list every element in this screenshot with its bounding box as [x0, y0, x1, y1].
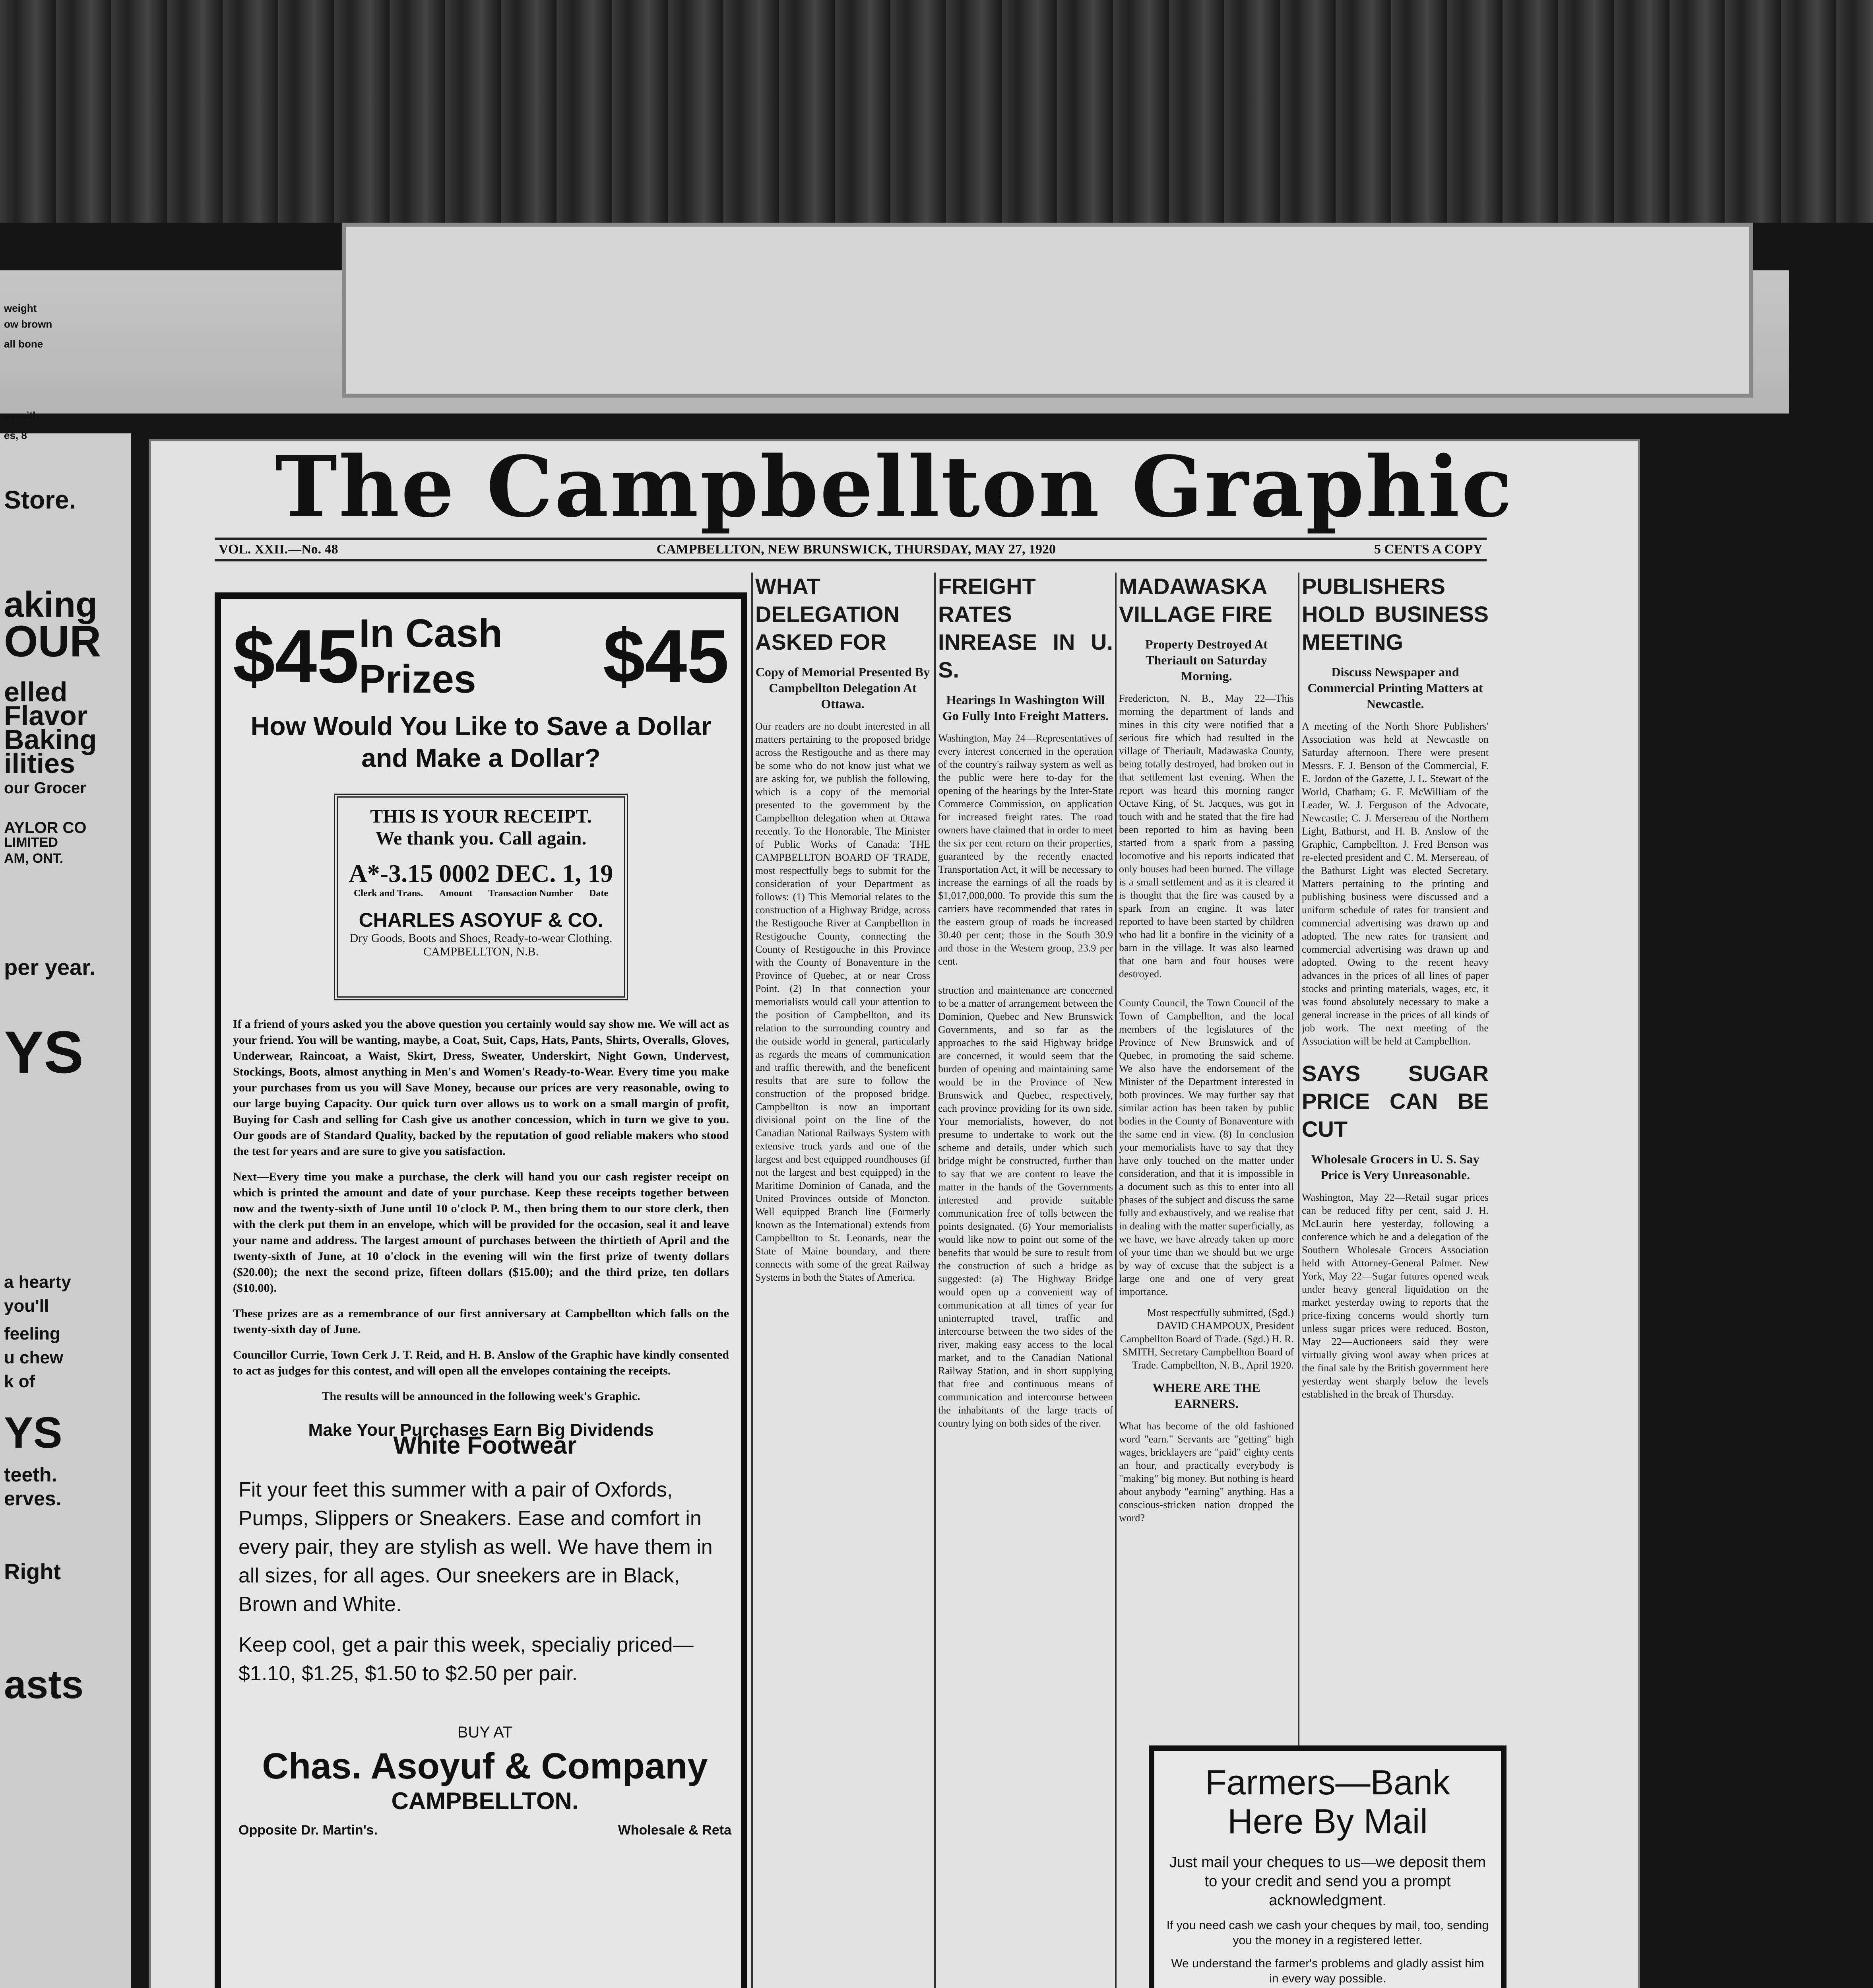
adjacent-page-text: teeth. — [4, 1464, 57, 1486]
adjacent-page-text: OUR — [4, 617, 101, 666]
footwear-wholesale: Wholesale & Reta — [618, 1823, 731, 1838]
bank-paragraph-3: We understand the farmer's problems and gladly assist him in every way possible. — [1171, 1957, 1484, 1985]
dateline — [215, 538, 1487, 561]
article-body: Our readers are no doubt interested in all matters pertaining to the proposed bridge across the Restigouche and as there may be some who do not know just what we are asking for, we publish the following, which is a copy of the memorial presented to the government by the Campbellton delegation when at Ottawa recently. To the Honorable, The Minister of Public Works of Canada: THE CAMPBELLTON BOARD OF TRADE, most respectfully begs to submit for the consideration of your Department as follows: (1) This Memorial relates to the construction of a Highway Bridge, across the Restigouche River at Campbellton in Restigouche County, connecting the County of Restigouche in this Province with the County of Bonaventure in the Province of Quebec, at or near Cross Point. (2) In that connection your memorialists would call your attention to the position of Campbellton, and its relation to the surrounding country and the outside world in general, particularly as regards the means of communication and traffic therewith, and the beneficent results that are sure to follow the construction of the proposed bridge. Campbellton is now an important divisional point on the line of the Canadian National Railways System with extensive truck yards and one of the largest and best equipped roundhouses (if not the largest and best equipped) in the Maritime Dominion of Canada, and the United Provinces outside of Moncton. Well equipped Branch line (Formerly known as the International) extends from Campbellton to St. Leonards, near the State of Maine boundary, and there connects with some of the great Railway Systems in both the States of America. — [755, 720, 930, 1283]
article-publishers-meeting — [1302, 573, 1489, 1738]
earners-body: What has become of the old fashioned word "earn." Servants are "getting" high wages, bricklayers are "paid" eighty cents an hour, and practically everybody is "making" big money. But nothing is heard about anybody "earning" anything. Has a conscious-stricken nation dropped the word? — [1119, 1420, 1294, 1524]
adjacent-page-text: all bone — [4, 338, 43, 350]
column-rule — [1298, 573, 1299, 1745]
footwear-company: Chas. Asoyuf & Company — [262, 1746, 708, 1786]
adjacent-page-text: Right — [4, 1559, 61, 1584]
adjacent-page-text: u chew — [4, 1348, 64, 1367]
adjacent-page-text: ilities — [4, 748, 75, 779]
bank-advertisement — [1149, 1745, 1507, 1988]
prize-body-2: Next—Every time you make a purchase, the clerk will hand you our cash register receipt on which is printed the amount and date of your purchase. Keep these receipts together between now and the twenty-sixth of June until 10 o'clock P. M., then bring them to our store clerk, then with the clerk put them in an envelope, which will be provided for the occasion, seal it and leave your name and address. The largest amount of purchases between the thirtieth of April and the twenty-sixth of June, at 10 o'clock in the evening will win the first prize of twenty dollars ($20.00); the next the second prize, fifteen dollars ($15.00); and the third prize, ten dollars ($10.00). — [233, 1170, 729, 1295]
adjacent-page-text: per year. — [4, 955, 96, 980]
adjacent-page-text: LIMITED — [4, 835, 58, 850]
adjacent-page-text: you'll — [4, 1296, 49, 1316]
footwear-paragraph-2: Keep cool, get a pair this week, specialiy priced—$1.10, $1.25, $1.50 to $2.50 per pair. — [238, 1633, 694, 1685]
volume-number: VOL. XXII.—No. 48 — [219, 542, 338, 557]
receipt-code: A*-3.15 — [349, 859, 433, 887]
background-board-upper — [342, 223, 1753, 398]
article-body: Fredericton, N. B., May 22—This morning the department of lands and mines in this city were notified that a serious fire which had resulted in the village of Theriault, Madawaska County, being totally destroyed, had broken out in that settlement last evening. When the report was heard this morning ranger Octave King, of St. Jacques, was got in touch with and he stated that the fire had been reported to him as having been started from a spark from a passing locomotive and his reports indicated that only houses had been burned. The village is a small settlement and as it is cleared it is thought that the fire was caused by a spark from an engine. It was later reported to have been started by children who had lit a bonfire in the vicinity of a barn in the village. It was also learned that one barn and four houses were destroyed. — [1119, 693, 1294, 980]
film-edge-top — [0, 0, 1873, 223]
prize-amount-left: $45 — [233, 614, 359, 699]
adjacent-page-text: our Grocer — [4, 779, 86, 797]
prize-label: In Cash Prizes — [359, 611, 503, 701]
receipt-city: CAMPBELLTON, N.B. — [423, 945, 539, 958]
adjacent-page-text: AYLOR CO — [4, 819, 87, 837]
column-rule — [751, 573, 753, 1988]
receipt-label-amount: Amount — [439, 888, 473, 899]
prize-amount-right: $45 — [603, 614, 729, 699]
article-headline: FREIGHT RATES INREASE IN U. S. — [938, 574, 1113, 682]
receipt-label-trans: Transaction Number — [488, 888, 574, 899]
adjacent-page-text: asts — [4, 1662, 84, 1707]
footwear-advertisement — [238, 1431, 731, 1988]
sugar-headline: SAYS SUGAR PRICE CAN BE CUT — [1302, 1061, 1489, 1142]
article-body: A meeting of the North Shore Publishers' Association was held at Newcastle on Saturday afternoon. There were present Messrs. F. J. Benson of the Commercial, F. E. Jordon of the Gazette, J. L. Stewart of the World, Chatham; G. F. McWilliam of the Leader, W. J. Ferguson of the Advocate, Newcastle; C. J. Mersereau of the Northern Light, Bathurst, and H. B. Anslow of the Graphic, Campbellton. J. Fred Benson was re-elected president and C. M. Mersereau, of the Bathurst Light was elected Secretary. Matters pertaining to the printing and publishing business were discussed and a uniform schedule of rates for transient and commercial advertising was drawn up and adopted. The new rates for transient and commercial advertising was drawn up and adopted. Owing to the recent heavy advances in the prices of all lines of paper stocks and printing materials, wages, etc, it was found absolutely necessary to make a general increase in the prices of all kinds of job work. The next meeting of the Association will be held at Campbellton. — [1302, 720, 1489, 1047]
prize-body-5: The results will be announced in the following week's Graphic. — [322, 1390, 640, 1403]
receipt-label-date: Date — [589, 888, 608, 899]
bank-headline: Farmers—Bank Here By Mail — [1205, 1763, 1450, 1841]
article-subhead: Hearings In Washington Will Go Fully Into Freight Matters. — [942, 693, 1109, 723]
receipt-company: CHARLES ASOYUF & CO. — [359, 909, 603, 931]
article-madawaska-fire — [1119, 573, 1294, 1738]
place-date: CAMPBELLTON, NEW BRUNSWICK, THURSDAY, MAY 27, 1920 — [656, 542, 1056, 557]
adjacent-page-text: erves. — [4, 1487, 62, 1510]
column-rule — [1115, 573, 1117, 1988]
sugar-subhead: Wholesale Grocers in U. S. Say Price is Very Unreasonable. — [1311, 1152, 1479, 1182]
adjacent-page-text: es, 8 — [4, 429, 27, 441]
article-continuation: struction and maintenance are concerned to be a matter of arrangement between the Dominion, Quebec and New Brunswick Governments, and so far as the approaches to the said Highway bridge are concerned, it would seem that the burden of opening and maintaining same would be in the Province of New Brunswick and Quebec, respectively, each province providing for its own side. Your memorialists, however, do not presume to undertake to work out the scheme and details, under which such bridge might be constructed, further than to say that we are content to leave the matter in the hands of the Governments interested and provide suitable communication free of tolls between the points designated. (6) Your memorialists would like now to point out some of the benefits that would be sure to result from the construction of such a bridge as suggested: (a) The Highway Bridge would open up a convenient way of communication at all times of year for uninterrupted travel, traffic and intercourse between the two sides of the river, making easy access to the local market, and to the Canadian National Railway Station, and in short supplying that free and continuous means of communication and intercourse between the inhabitants of the large tracts of country lying on both sides of the river. — [938, 984, 1113, 1429]
adjacent-page-text: Flavor — [4, 700, 88, 731]
receipt-labels — [346, 888, 616, 899]
adjacent-page-strip — [0, 302, 131, 1988]
adjacent-page-text: a hearty — [4, 1272, 71, 1292]
earners-headline: WHERE ARE THE EARNERS. — [1152, 1380, 1260, 1411]
adjacent-page-text: feeling — [4, 1324, 60, 1343]
footwear-opposite: Opposite Dr. Martin's. — [238, 1823, 378, 1838]
adjacent-page-text: es with — [4, 410, 39, 421]
receipt-date: DEC. 1, 19 — [496, 859, 613, 887]
article-delegation — [755, 573, 930, 1988]
prize-body-3: These prizes are as a remembrance of our first anniversary at Campbellton which falls on the twenty-sixth day of June. — [233, 1307, 729, 1336]
receipt-values — [346, 859, 616, 888]
article-headline: PUBLISHERS HOLD BUSINESS MEETING — [1302, 574, 1489, 654]
bank-paragraph-1: Just mail your cheques to us—we deposit them to your credit and send you a prompt acknowledgment. — [1169, 1854, 1486, 1909]
footwear-footer — [238, 1823, 731, 1838]
article-subhead: Discuss Newspaper and Commercial Printing Matters at Newcastle. — [1307, 665, 1483, 711]
footwear-title: White Footwear — [393, 1432, 577, 1459]
article-freight-rates — [938, 573, 1113, 1988]
receipt-goods: Dry Goods, Boots and Shoes, Ready-to-wear Clothing. — [349, 932, 613, 945]
article-continuation: County Council, the Town Council of the Town of Campbellton, and the local members of the legislatures of the Province of New Brunswick and of Quebec, in promoting the said scheme. We also have the endorsement of the Minister of the Department interested in both provinces. We may further say that similar action has been taken by public bodies in the County of Bonaventure with the same end in view. (8) In conclusion your memorialists have to say that they have only touched on the matter under consideration, and that it is impossible in a document such as this to enter into all phases of the subject and discuss the same fully and exhaustively, and we realise that in dealing with the matter superficially, as we have, we have already taken up more of your time than we should but we urge by way of excuse that the subject is a large one and one of very great importance. — [1119, 997, 1294, 1297]
receipt-number: 0002 — [439, 859, 490, 887]
receipt-label-clerk: Clerk and Trans. — [353, 888, 423, 899]
receipt-sample — [334, 794, 628, 1000]
article-headline: WHAT DELEGATION ASKED FOR — [755, 574, 900, 654]
footwear-city: CAMPBELLTON. — [391, 1788, 579, 1814]
article-headline: MADAWASKA VILLAGE FIRE — [1119, 574, 1272, 627]
adjacent-page-text: Baking — [4, 724, 97, 755]
footwear-paragraph-1: Fit your feet this summer with a pair of Oxfords, Pumps, Slippers or Sneakers. Ease and comfort in every pair, they are stylish as well. We have them in all sizes, for all ages. Our sneekers are in Black, Brown and White. — [238, 1478, 713, 1616]
prize-question: How Would You Like to Save a Dollar and Make a Dollar? — [250, 711, 712, 773]
adjacent-page-text: YS — [4, 1019, 84, 1085]
adjacent-page-text: elled — [4, 676, 68, 707]
adjacent-page-text: weight — [4, 302, 37, 314]
article-subhead: Property Destroyed At Theriault on Saturday Morning. — [1145, 637, 1268, 683]
adjacent-page-text: ow brown — [4, 318, 52, 330]
memorial-signature: Most respectfully submitted, (Sgd.) DAVID CHAMPOUX, President Campbellton Board of Trade. (Sgd.) H. R. SMITH, Secretary Campbellton Board of Trade. Campbellton, N. B., April 1920. — [1120, 1307, 1294, 1371]
prize-slogan: Make Your Purchases Earn Big Dividends — [308, 1420, 654, 1440]
article-subhead: Copy of Memorial Presented By Campbellton Delegation At Ottawa. — [755, 665, 930, 711]
prize-body-1: If a friend of yours asked you the above question you certainly would say show me. We will act as your friend. You will be wanting, maybe, a Coat, Suit, Caps, Hats, Pants, Shirts, Overalls, Gloves, Underwear, Raincoat, a Waist, Skirt, Dress, Sweater, Underskirt, Night Gown, Undervest, Stockings, Boots, almost anything in Men's and Women's Ready-to-Wear. Every time you make your purchases from us you will Save Money, because our prices are very reasonable, owing to our large buying Capacity. Our quick turn over allows us to work on a small margin of profit, Buying for Cash and selling for Cash give us another concession, which in turn we give to you. Our goods are of Standard Quality, backed by the reputation of good reliable makers who stood the test for years and are sure to give you satisfaction. — [233, 1017, 729, 1158]
adjacent-page-text: Store. — [4, 485, 76, 514]
footwear-buy-at: BUY AT — [457, 1724, 513, 1741]
sugar-body: Washington, May 22—Retail sugar prices can be reduced fifty per cent, said J. H. McLaurin here yesterday, following a conference which he and a delegation of the Southern Wholesale Grocers Association held with Attorney-General Palmer. New York, May 22—Sugar futures opened weak under heavy general liquidation on the market yesterday owing to reports that the price-fixing concerns would shortly turn unless sugar prices were reduced. Boston, May 22—Auctioneers said they were virtually giving wool away when prices at the final sale by the British government here yesterday went sharply below the levels established in the break of Thursday. — [1302, 1192, 1489, 1400]
prize-body-4: Councillor Currie, Town Cerk J. T. Reid, and H. B. Anslow of the Graphic have kindly consented to act as judges for this contest, and will open all the envelopes containing the receipts. — [233, 1348, 729, 1377]
prize-header — [233, 611, 729, 702]
price-label: 5 CENTS A COPY — [1374, 542, 1483, 557]
adjacent-page-text: k of — [4, 1372, 35, 1391]
receipt-line-1: THIS IS YOUR RECEIPT. — [370, 806, 592, 827]
adjacent-page-text: YS — [4, 1408, 62, 1457]
masthead-title: The Campbellton Graphic — [275, 438, 1514, 536]
article-body: Washington, May 24—Representatives of every interest concerned in the operation of the country's railway system as well as the public were here to-day for the opening of the hearings by the Inter-State Commerce Commission, on application for increased freight rates. The road owners have claimed that in order to meet the six per cent return on their properties, guaranteed by the recently enacted Transportation Act, it will be necessary to increase the earnings of all the roads by $1,017,000,000. To provide this sum the carriers have recommended that rates in the eastern group of roads be increased 30.40 per cent; those in the South 30.9 and those in the Western group, 23.9 per cent. — [938, 732, 1113, 967]
adjacent-page-text: aking — [4, 585, 98, 625]
bank-paragraph-2: If you need cash we cash your cheques by mail, too, sending you the money in a registered letter. — [1166, 1919, 1489, 1947]
receipt-line-2: We thank you. Call again. — [375, 828, 587, 849]
column-rule — [934, 573, 936, 1988]
adjacent-page-text: AM, ONT. — [4, 851, 64, 866]
